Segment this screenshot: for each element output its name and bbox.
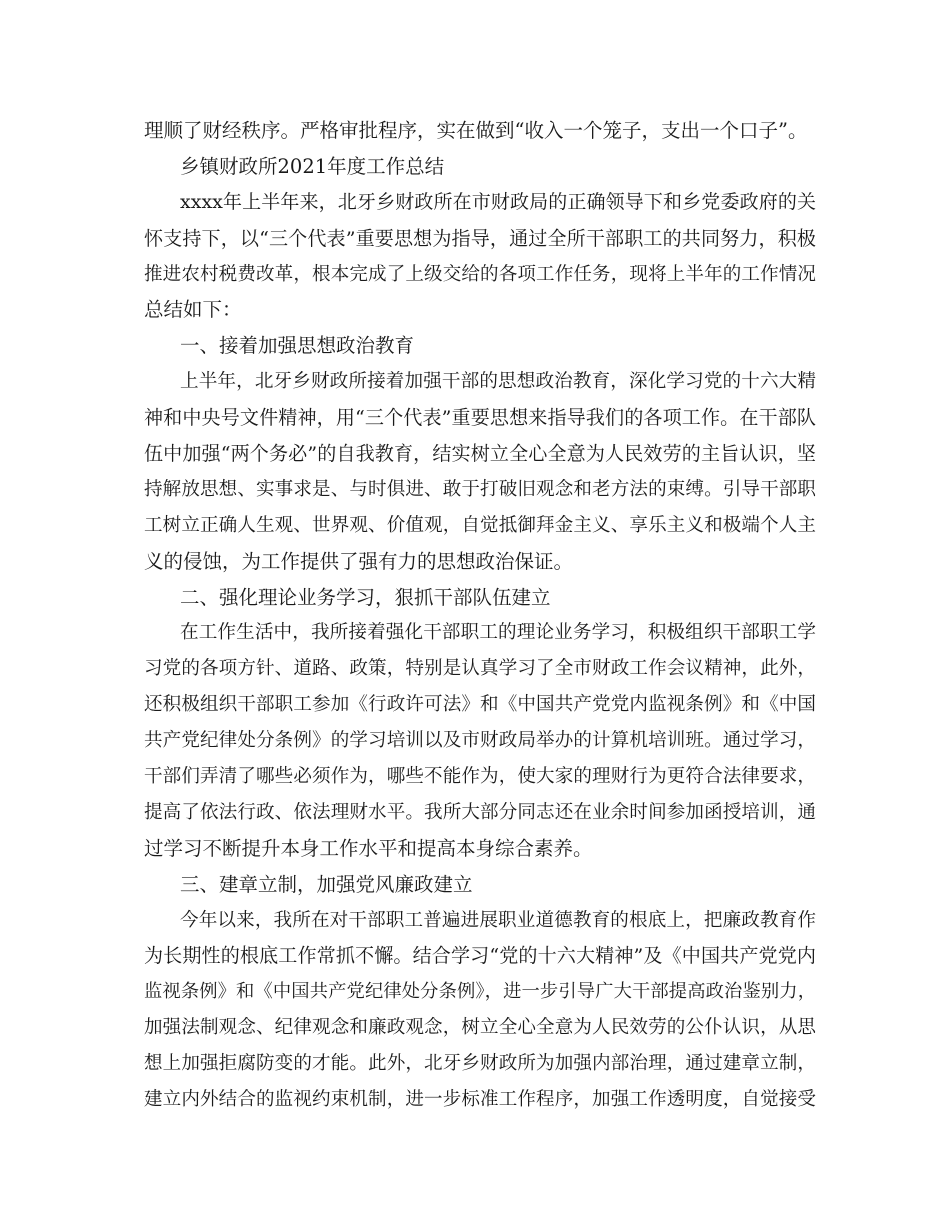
paragraph-line: 今年以来，我所在对干部职工普遍进展职业道德教育的根底上，把廉政教育作 [180,909,816,931]
section-heading: 一、接着加强思想政治教育 [180,334,415,358]
paragraph-line: 伍中加强“两个务必”的自我教育，结实树立全心全意为人民效劳的主旨认识，坚 [144,442,816,466]
section-heading: 二、强化理论业务学习，狠抓干部队伍建立 [180,585,551,609]
paragraph-line: 在工作生活中，我所接着强化干部职工的理论业务学习，积极组织干部职工学 [180,622,816,644]
paragraph-line: 持解放思想、实事求是、与时俱进、敢于打破旧观念和老方法的束缚。引导干部职 [144,478,816,500]
paragraph-line: 建立内外结合的监视约束机制，进一步标准工作程序，加强工作透明度，自觉接受 [144,1089,816,1111]
paragraph-line: 怀支持下，以“三个代表”重要思想为指导，通过全所干部职工的共同努力，积极 [144,226,816,250]
paragraph-line: 神和中央号文件精神，用“三个代表”重要思想来指导我们的各项工作。在干部队 [144,406,816,430]
paragraph-line: 总结如下： [144,298,242,322]
paragraph-line: 理顺了财经秩序。严格审批程序，实在做到“收入一个笼子，支出一个口子”。 [144,119,808,142]
paragraph-line: 加强法制观念、纪律观念和廉政观念，树立全心全意为人民效劳的公仆认识，从思 [144,1017,816,1039]
paragraph-line: 工树立正确人生观、世界观、价值观，自觉抵御拜金主义、享乐主义和极端个人主 [144,514,816,536]
paragraph-line: 提高了依法行政、依法理财水平。我所大部分同志还在业余时间参加函授培训，通 [144,801,816,823]
paragraph-line: 为长期性的根底工作常抓不懈。结合学习“党的十六大精神”及《中国共产党党内 [144,944,816,968]
section-title: 乡镇财政所2021年度工作总结 [180,154,445,178]
document-body [144,113,816,1118]
paragraph-line: 监视条例》和《中国共产党纪律处分条例》，进一步引导广大干部提高政治鉴别力， [144,981,816,1003]
paragraph-line: 过学习不断提升本身工作水平和提高本身综合素养。 [144,836,593,860]
paragraph-line: 习党的各项方针、道路、政策，特别是认真学习了全市财政工作会议精神，此外， [144,658,816,680]
section-heading: 三、建章立制，加强党风廉政建立 [180,872,473,896]
paragraph-line: 共产党纪律处分条例》的学习培训以及市财政局举办的计算机培训班。通过学习， [144,730,816,752]
paragraph-line: xxxx年上半年来，北牙乡财政所在市财政局的正确领导下和乡党委政府的关 [180,190,816,213]
paragraph-line: 推进农村税费改革，根本完成了上级交给的各项工作任务，现将上半年的工作情况 [144,263,816,285]
paragraph-line: 义的侵蚀，为工作提供了强有力的思想政治保证。 [144,549,574,573]
paragraph-line: 上半年，北牙乡财政所接着加强干部的思想政治教育，深化学习党的十六大精 [180,371,816,393]
paragraph-line: 想上加强拒腐防变的才能。此外，北牙乡财政所为加强内部治理，通过建章立制， [144,1053,816,1075]
paragraph-line: 干部们弄清了哪些必须作为，哪些不能作为，使大家的理财行为更符合法律要求， [144,766,816,788]
paragraph-line: 还积极组织干部职工参加《行政许可法》和《中国共产党党内监视条例》和《中国 [144,694,816,716]
